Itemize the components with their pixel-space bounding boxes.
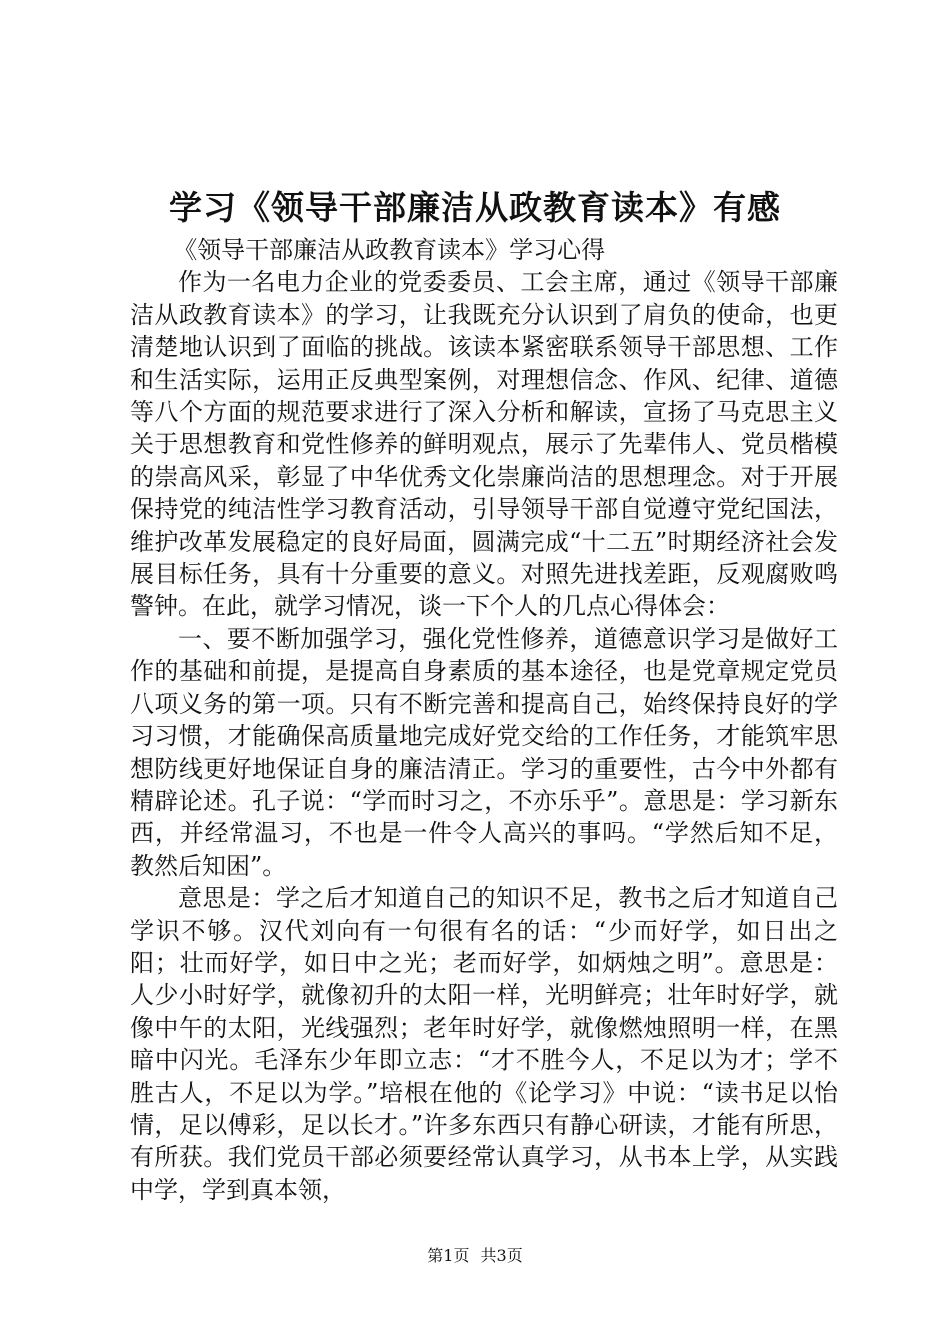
paragraph: 一、要不断加强学习，强化党性修养，道德意识学习是做好工作的基础和前提，是提高自身素质的基本途径，也是党章规定党员八项义务的第一项。只有不断完善和提高自己，始终保持良好的学习习惯，才能确保高质量地完成好党交给的工作任务，才能筑牢思想防线更好地保证自身的廉洁清正。学习的重要性，古今中外都有精辟论述。孔子说：“学而时习之，不亦乐乎”。意思是：学习新东西，并经常温习，不也是一件令人高兴的事吗。“学然后知不足，教然后知困”。 bbox=[130, 624, 838, 880]
page-number: 第1页 bbox=[427, 1246, 470, 1265]
page-total: 共3页 bbox=[480, 1246, 523, 1265]
page-footer bbox=[0, 1244, 950, 1268]
document-body bbox=[130, 234, 838, 1206]
paragraph: 作为一名电力企业的党委委员、工会主席，通过《领导干部廉洁从政教育读本》的学习，让我既充分认识到了肩负的使命，也更清楚地认识到了面临的挑战。该读本紧密联系领导干部思想、工作和生活实际，运用正反典型案例，对理想信念、作风、纪律、道德等八个方面的规范要求进行了深入分析和解读，宣扬了马克思主义关于思想教育和党性修养的鲜明观点，展示了先辈伟人、党员楷模的崇高风采，彰显了中华优秀文化崇廉尚洁的思想理念。对于开展保持党的纯洁性学习教育活动，引导领导干部自觉遵守党纪国法，维护改革发展稳定的良好局面，圆满完成“十二五”时期经济社会发展目标任务，具有十分重要的意义。对照先进找差距，反观腐败鸣警钟。在此，就学习情况，谈一下个人的几点心得体会： bbox=[130, 268, 838, 621]
document-title: 学习《领导干部廉洁从政教育读本》有感 bbox=[169, 188, 781, 227]
paragraph: 意思是：学之后才知道自己的知识不足，教书之后才知道自己学识不够。汉代刘向有一句很有名的话：“少而好学，如日出之阳；壮而好学，如日中之光；老而好学，如炳烛之明”。意思是：人少小时好学，就像初升的太阳一样，光明鲜亮；壮年时好学，就像中午的太阳，光线强烈；老年时好学，就像燃烛照明一样，在黑暗中闪光。毛泽东少年即立志：“才不胜今人，不足以为才；学不胜古人，不足以为学。”培根在他的《论学习》中说：“读书足以怡情，足以傅彩，足以长才。”许多东西只有静心研读，才能有所思，有所获。我们党员干部必须要经常认真学习，从书本上学，从实践中学，学到真本领， bbox=[130, 884, 838, 1204]
document-subtitle: 《领导干部廉洁从政教育读本》学习心得 bbox=[173, 236, 606, 264]
